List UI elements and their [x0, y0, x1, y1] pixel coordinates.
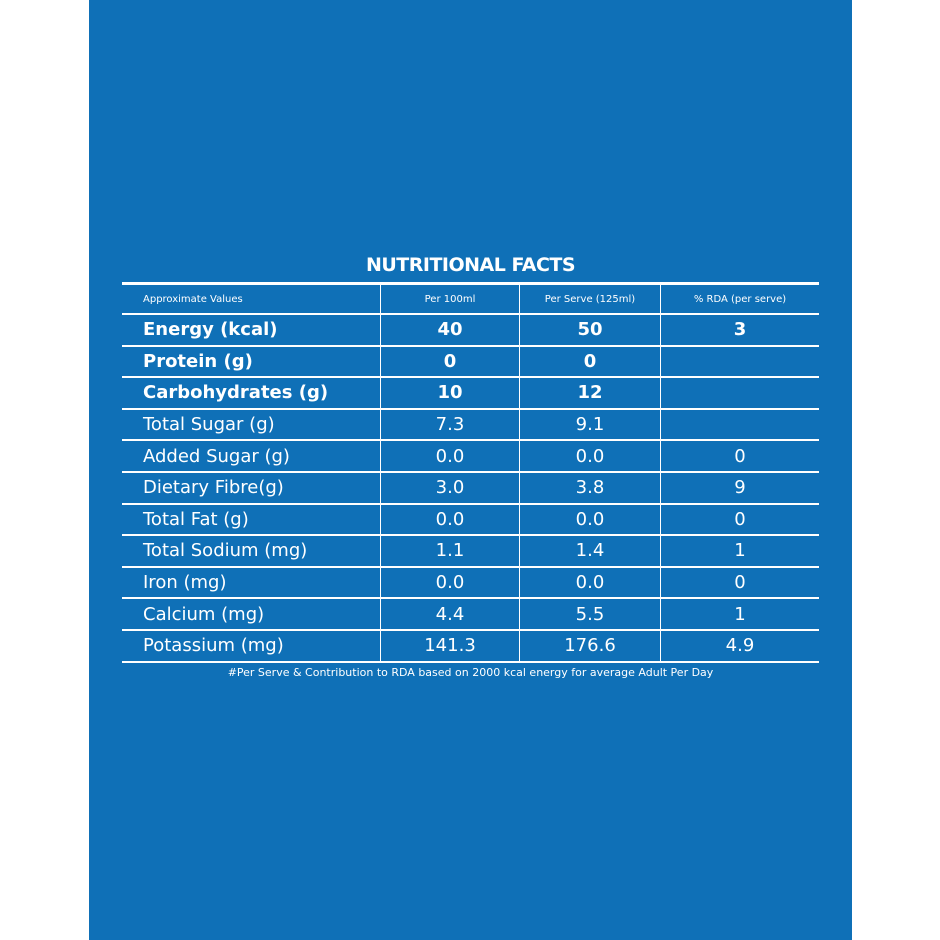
column-header-values: Approximate Values	[122, 285, 381, 313]
per-serve-value: 5.5	[520, 599, 661, 629]
rda-value	[661, 378, 819, 408]
per-100ml-value: 0.0	[381, 441, 520, 471]
table-row	[122, 631, 819, 663]
nutrient-name: Total Fat (g)	[122, 505, 381, 535]
per-serve-value: 9.1	[520, 410, 661, 440]
table-header	[122, 285, 819, 315]
label-panel	[89, 0, 852, 940]
per-serve-value: 3.8	[520, 473, 661, 503]
nutrient-name: Carbohydrates (g)	[122, 378, 381, 408]
nutrient-name: Total Sugar (g)	[122, 410, 381, 440]
per-100ml-value: 4.4	[381, 599, 520, 629]
page-title: NUTRITIONAL FACTS	[365, 254, 576, 276]
per-100ml-value: 3.0	[381, 473, 520, 503]
per-100ml-value: 0.0	[381, 568, 520, 598]
per-100ml-value: 141.3	[381, 631, 520, 661]
per-serve-value: 0	[520, 347, 661, 377]
table-row	[122, 378, 819, 410]
footnote: #Per Serve & Contribution to RDA based on 2000 kcal energy for average Adult Per Day	[227, 666, 714, 679]
rda-value: 9	[734, 477, 746, 499]
table-row	[122, 505, 819, 537]
rda-value: 0	[734, 572, 746, 594]
column-header-per-serve: Per Serve (125ml)	[520, 285, 661, 313]
rda-value	[661, 347, 819, 377]
table-body	[122, 315, 819, 663]
per-100ml-value: 1.1	[381, 536, 520, 566]
table-row	[122, 347, 819, 379]
rda-value: 1	[734, 603, 746, 625]
per-serve-value: 176.6	[520, 631, 661, 661]
nutrient-name: Added Sugar (g)	[122, 441, 381, 471]
rda-value: 1	[734, 540, 746, 562]
rda-value: 4.9	[725, 635, 755, 657]
nutrient-name: Potassium (mg)	[122, 631, 381, 661]
nutrition-table	[122, 282, 819, 663]
per-serve-value: 0.0	[520, 568, 661, 598]
nutrient-name: Iron (mg)	[122, 568, 381, 598]
rda-value: 3	[733, 319, 747, 341]
nutrient-name: Energy (kcal)	[122, 315, 381, 345]
column-header-per-100ml: Per 100ml	[381, 285, 520, 313]
table-row	[122, 536, 819, 568]
per-100ml-value: 7.3	[381, 410, 520, 440]
nutrient-name: Protein (g)	[122, 347, 381, 377]
rda-value: 0	[734, 445, 746, 467]
table-row	[122, 473, 819, 505]
per-serve-value: 12	[520, 378, 661, 408]
table-row	[122, 410, 819, 442]
nutrient-name: Total Sodium (mg)	[122, 536, 381, 566]
per-serve-value: 0.0	[520, 441, 661, 471]
per-serve-value: 50	[520, 315, 661, 345]
per-100ml-value: 40	[381, 315, 520, 345]
per-serve-value: 0.0	[520, 505, 661, 535]
per-100ml-value: 0	[381, 347, 520, 377]
per-100ml-value: 10	[381, 378, 520, 408]
table-row	[122, 599, 819, 631]
nutrient-name: Dietary Fibre(g)	[122, 473, 381, 503]
nutrient-name: Calcium (mg)	[122, 599, 381, 629]
per-serve-value: 1.4	[520, 536, 661, 566]
per-100ml-value: 0.0	[381, 505, 520, 535]
rda-value	[661, 410, 819, 440]
rda-value: 0	[734, 508, 746, 530]
table-row	[122, 441, 819, 473]
table-row	[122, 568, 819, 600]
column-header-rda: % RDA (per serve)	[693, 293, 787, 305]
table-row	[122, 315, 819, 347]
